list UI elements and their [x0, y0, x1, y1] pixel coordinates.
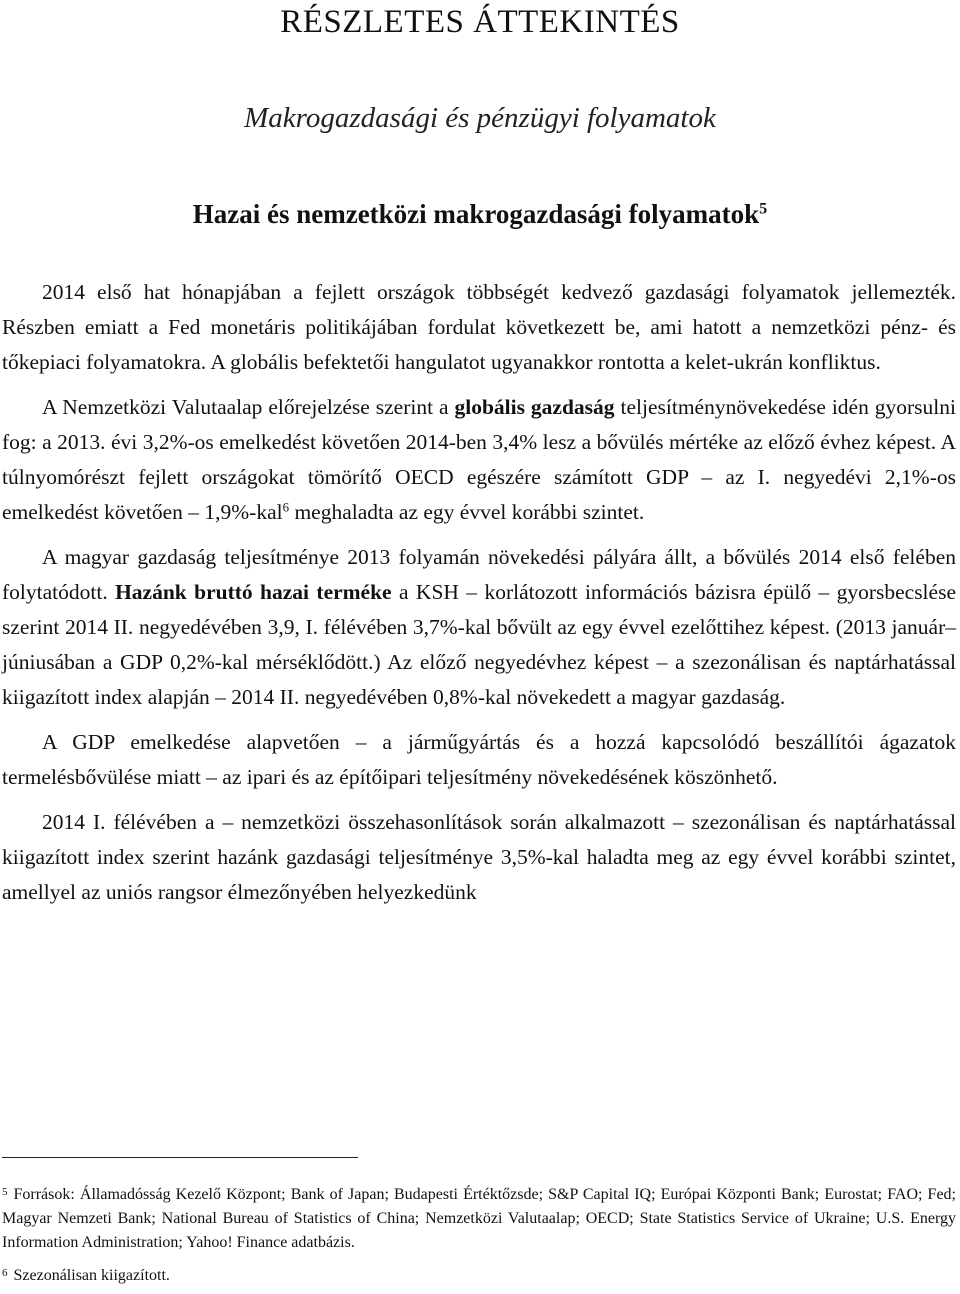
paragraph-1: 2014 első hat hónapjában a fejlett országok többségét kedvező gazdasági folyamatok jellemezték. Részben emiatt a Fed monetáris politikájában fordulat következett be, ami hatott a nemzetközi pénz- és tőkepiaci folyamatokra. A globális befektetői hangulatot ugyanakkor rontotta a kelet-ukrán konfliktus.: [2, 280, 956, 374]
footnote-6: [2, 1261, 956, 1288]
section-heading-text: Hazai és nemzetközi makrogazdasági folyamatok: [192, 199, 760, 229]
footnote-number: 6: [2, 1267, 8, 1279]
chapter-subtitle: Makrogazdasági és pénzügyi folyamatok: [244, 102, 716, 134]
paragraph-4: A GDP emelkedése alapvetően – a járműgyártás és a hozzá kapcsolódó beszállítói ágazatok termelésbővülése miatt – az ipari és az építőipari teljesítmény növekedésének köszönhető.: [2, 730, 956, 789]
paragraph-2-part-c: meghaladta az egy évvel korábbi szintet.: [289, 500, 645, 524]
body-text: [2, 275, 956, 920]
paragraph-3-part-a: A magyar gazdaság teljesítménye 2013 folyamán növekedési pályára állt, a bővülés 2014 első felében folytatódott.: [2, 545, 956, 604]
paragraph-2-part-b: teljesítménynövekedése idén gyorsulni fog: a 2013. évi 3,2%-os emelkedést követően 2014-ben 3,4% lesz a bővülés mértéke az előző évhez képest. A túlnyomórészt fejlett országokat tömörítő OECD egészére számított GDP – az I. negyedévi 2,1%-os emelkedést követően – 1,9%-kal: [2, 395, 956, 524]
footnote-text: Források: Államadósság Kezelő Központ; Bank of Japan; Budapesti Értéktőzsde; S&P Capital IQ; Európai Központi Bank; Eurostat; FAO; Fed; Magyar Nemzeti Bank; National Bureau of Statistics of China; Nemzetközi Valutaalap; OECD; State Statistics Service of Ukraine; U.S. Energy Information Administration; Yahoo! Finance adatbázis.: [2, 1186, 956, 1251]
footnote-divider: [2, 1157, 358, 1158]
footnote-5: [2, 1180, 956, 1255]
footnote-ref-5[interactable]: 5: [759, 199, 768, 218]
paragraph-2-bold: globális gazdaság: [454, 395, 615, 419]
paragraph-5: 2014 I. félévében a – nemzetközi összehasonlítások során alkalmazott – szezonálisan és naptárhatással kiigazított index szerint hazánk gazdasági teljesítménye 3,5%-kal haladta meg az egy évvel korábbi szintet, amellyel az uniós rangsor élmezőnyében helyezkedünk: [2, 810, 956, 904]
footnote-number: 5: [2, 1186, 8, 1198]
paragraph-3: [2, 540, 956, 715]
footnote-text: Szezonálisan kiigazított.: [13, 1267, 170, 1284]
footnotes: [2, 1180, 956, 1294]
footnote-ref-6[interactable]: 6: [282, 500, 290, 515]
paragraph-3-bold: Hazánk bruttó hazai terméke: [115, 580, 392, 604]
page-title: RÉSZLETES ÁTTEKINTÉS: [280, 4, 680, 40]
section-heading: [0, 196, 960, 232]
paragraph-3-part-b: a KSH – korlátozott információs bázisra épülő – gyorsbecslése szerint 2014 II. negyedévében 3,9, I. félévében 3,7%-kal bővült az egy évvel ezelőttihez képest. (2013 január–júniusában a GDP 0,2%-kal mérséklődött.) Az előző negyedévhez képest – a szezonálisan és naptárhatással kiigazított index alapján – 2014 II. negyedévében 0,8%-kal növekedett a magyar gazdaság.: [2, 580, 956, 709]
paragraph-2-part-a: A Nemzetközi Valutaalap előrejelzése szerint a: [42, 395, 455, 419]
paragraph-2: [2, 390, 956, 530]
